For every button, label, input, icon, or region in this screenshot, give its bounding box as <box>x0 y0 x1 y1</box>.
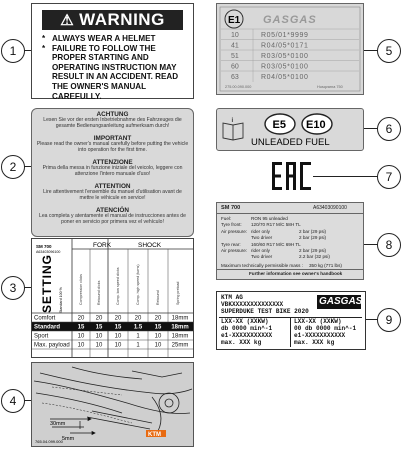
header-fork: FORK <box>93 242 112 249</box>
setting-cell: 10 <box>154 333 162 340</box>
ktm-col2-line: LXX-XX (XXKW) <box>294 318 342 325</box>
leader-line <box>362 244 378 245</box>
setting-cell: 20 <box>134 315 142 322</box>
plate-row-code: 10 <box>231 32 239 39</box>
ktm-col1-line: max. XXX kg <box>221 339 262 346</box>
homologation-plate <box>216 3 364 95</box>
setting-cell: 15 <box>95 324 103 331</box>
ktm-col1-line: e1-XXXXXXXXXXX <box>221 332 273 339</box>
subheader: Rebound clicks <box>97 280 101 305</box>
setting-cell: 25mm <box>171 342 189 349</box>
e1-mark: E1 <box>228 15 241 26</box>
max-mass-value: 350 kg (771 lbs) <box>309 263 342 268</box>
subheader: Spring preload <box>176 281 180 305</box>
tyre-line-cell: Tyre rear: <box>221 241 241 247</box>
tyre-footer: Further information see owner's handbook <box>249 271 343 276</box>
ktm-company: KTM AG <box>221 294 243 301</box>
setting-cell: 10 <box>154 342 162 349</box>
ktm-col1-line: LXX-XX (XXKW) <box>221 318 269 325</box>
callout-number: 5 <box>385 44 393 58</box>
tyre-line-cell: Tyre front: <box>221 222 242 228</box>
dimension-5mm: 5mm <box>62 436 75 442</box>
callout-3 <box>1 276 25 300</box>
ktm-col1-line: db 0000 min^-1 <box>221 325 273 332</box>
setting-cell: 1 <box>136 342 140 349</box>
setting-cell: 20 <box>77 315 85 322</box>
plate-row-code: 60 <box>231 63 239 71</box>
subheader: Comp. low speed clicks <box>116 267 120 305</box>
setting-cell: 20 <box>154 315 162 322</box>
notice-block-it <box>36 160 189 178</box>
plate-row-value: R04/05*0171 <box>261 42 309 50</box>
setting-cell: 1 <box>136 333 140 340</box>
setting-cell: 15 <box>154 324 162 331</box>
callout-number: 6 <box>385 122 393 136</box>
ktm-col2-line: max. XXX kg <box>294 339 335 346</box>
e5-badge-text: E5 <box>272 119 286 131</box>
plate-row-code: 51 <box>231 53 239 60</box>
setting-cell: 10 <box>95 342 103 349</box>
svg-text:i: i <box>231 118 234 124</box>
notice-title: ATENCIÓN <box>96 207 129 214</box>
callout-8 <box>377 233 401 257</box>
callout-number: 9 <box>385 313 393 327</box>
setting-vertical-title: SETTING <box>40 253 54 313</box>
tyre-line-cell: rider only <box>251 228 270 234</box>
max-mass-label: Maximum technically permissible mass : <box>221 263 303 268</box>
ktm-col2-line: 00 db 0000 min^-1 <box>294 325 357 332</box>
plate-footer-left: 275.00.090.000 <box>225 85 252 89</box>
dimension-30mm: 30mm <box>50 421 66 427</box>
illustration-part: 765.04.099.000 <box>35 439 63 444</box>
e10-badge-text: E10 <box>306 119 326 131</box>
plate-row-value: R03/05*0100 <box>261 53 309 60</box>
subheader: Comp. high speed (turns) <box>136 264 140 305</box>
plate-row-code: 41 <box>231 42 239 50</box>
setting-cell: 10 <box>114 333 122 340</box>
ktm-logo: KTM <box>148 432 161 438</box>
callout-number: 3 <box>9 281 17 295</box>
warning-triangle-icon: ⚠ <box>60 12 75 29</box>
subheader: Rebound <box>156 290 160 305</box>
leader-line <box>313 176 378 177</box>
setting-cell: 15 <box>77 324 85 331</box>
notice-block-fr <box>36 184 189 202</box>
setting-cell: 18mm <box>171 333 189 340</box>
setting-cell: 1.5 <box>133 324 143 331</box>
plate-brand: GASGAS <box>263 14 317 26</box>
tyre-line-cell: rider only <box>251 248 270 253</box>
setting-row-label: Sport <box>34 333 49 340</box>
setting-cell: 10 <box>77 333 85 340</box>
suspension-setting-label <box>31 238 194 358</box>
callout-9 <box>377 308 401 332</box>
multilingual-notice-label <box>31 108 194 237</box>
plate-row-code: 63 <box>231 74 239 81</box>
setting-cell: 18mm <box>171 315 189 322</box>
notice-title: ATTENTION <box>94 183 131 190</box>
header-shock: SHOCK <box>138 242 162 249</box>
plate-footer-right: Husqvarna 750 <box>317 85 343 89</box>
callout-1 <box>1 39 25 63</box>
setting-note: Standard 100 % <box>59 287 63 313</box>
plate-row-value: R04/05*0100 <box>261 74 309 81</box>
leader-line <box>362 128 378 129</box>
warning-list <box>42 34 188 101</box>
tyre-part: A63403090100 <box>313 205 347 211</box>
tyre-line-cell: Two driver <box>251 254 273 260</box>
callout-number: 4 <box>9 394 17 408</box>
callout-2 <box>1 155 25 179</box>
setting-cell: 10 <box>95 333 103 340</box>
setting-cell: 20 <box>114 315 122 322</box>
callout-7 <box>377 165 401 189</box>
notice-title: ACHTUNG <box>96 111 129 118</box>
notice-text: Lea completa y atentamente el manual de instrucciones antes de poner en servicio por primera vez el vehículo! <box>39 212 186 225</box>
plate-row-value: R05/01*9999 <box>261 32 309 39</box>
setting-table <box>32 239 193 357</box>
gasgas-logo: GASGAS <box>319 296 363 307</box>
tyre-line-cell: Two driver <box>251 235 273 241</box>
notice-text: Prima della messa in funzione iniziale del veicolo, leggere con attenzione l'intero manuale d'uso! <box>42 164 183 177</box>
tyre-line-cell: Air pressure: <box>221 248 248 253</box>
warning-item: * FAILURE TO FOLLOW THE PROPER STARTING AND OPERATING INSTRUCTION MAY RESULT IN AN ACCIDENT. READ THE OWNER'S MANUAL CAREFULLY. <box>42 44 188 102</box>
tyre-model: SM 700 <box>221 205 241 211</box>
warning-header <box>42 10 183 30</box>
tyre-line-cell: 120/70 R17 M/C 58H TL <box>251 222 301 228</box>
setting-model: SM 700 <box>36 244 52 249</box>
ktm-col2-line: e1-XXXXXXXXXXX <box>294 332 346 339</box>
warning-label <box>31 3 194 99</box>
notice-title: ATTENZIONE <box>92 159 133 166</box>
setting-cell: 18mm <box>171 324 189 331</box>
notice-text: Please read the owner's manual carefully before putting the vehicle into operation for the first time. <box>36 140 189 153</box>
tyre-line-cell: Air pressure: <box>221 228 248 234</box>
notice-title: IMPORTANT <box>93 135 132 142</box>
notice-text: Lire attentivement l'ensemble du manuel d'utilisation avant de mettre le véhicule en service! <box>43 188 182 201</box>
setting-cell: 10 <box>77 342 85 349</box>
setting-row-label: Standard <box>34 324 61 331</box>
eac-icon <box>271 160 313 192</box>
swingarm-drawing <box>32 363 193 446</box>
tyre-line-cell: Fuel: <box>221 216 232 221</box>
callout-number: 8 <box>385 238 393 252</box>
leader-line <box>364 319 378 320</box>
eac-conformity-mark <box>271 160 313 192</box>
plate-row-value: R03/05*0100 <box>261 63 309 71</box>
tyre-line-cell: 2 bar (29 psi) <box>299 235 327 241</box>
ktm-model: SUPERDUKE TEST BIKE 2020 <box>221 308 309 315</box>
setting-part: A63403096100 <box>36 250 61 254</box>
setting-row-label: Comfort <box>34 315 56 322</box>
callout-4 <box>1 389 25 413</box>
callout-number: 2 <box>9 160 17 174</box>
tyre-pressure-label <box>216 202 364 280</box>
setting-cell: 15 <box>114 324 122 331</box>
fuel-text: UNLEADED FUEL <box>251 137 330 148</box>
setting-row-label: Max. payload <box>34 342 70 349</box>
notice-block-en <box>36 136 189 154</box>
tyre-line-cell: RON 95 unleaded <box>251 216 288 221</box>
callout-number: 1 <box>9 44 17 58</box>
notice-block-de <box>36 112 189 130</box>
warning-title: WARNING <box>79 10 165 29</box>
notice-block-es <box>36 208 189 226</box>
setting-cell: 10 <box>114 342 122 349</box>
callout-6 <box>377 117 401 141</box>
ktm-vin: VBKXXXXXXXXXXXXXX <box>221 301 284 308</box>
chain-adjustment-illustration <box>31 362 194 447</box>
manual-book-icon <box>223 118 243 140</box>
plate-graphic <box>217 4 363 94</box>
callout-5 <box>377 39 401 63</box>
fuel-label <box>216 108 364 151</box>
tyre-line-cell: 2 bar (29 psi) <box>299 248 327 253</box>
leader-line <box>362 50 378 51</box>
tyre-line-cell: 160/60 R17 M/C 69H TL <box>251 241 301 247</box>
tyre-line-cell: 2.2 bar (32 psi) <box>299 254 330 260</box>
type-approval-label <box>216 291 366 350</box>
warning-item: * ALWAYS WEAR A HELMET <box>42 34 188 44</box>
subheader: Compression clicks <box>79 274 83 305</box>
notice-text: Lesen Sie vor der ersten Inbetriebnahme des Fahrzeuges die gesamte Bedienungsanleitung aufmerksam durch! <box>43 116 182 129</box>
setting-cell: 20 <box>95 315 103 322</box>
tyre-line-cell: 2 bar (29 psi) <box>299 228 327 234</box>
callout-number: 7 <box>385 170 393 184</box>
